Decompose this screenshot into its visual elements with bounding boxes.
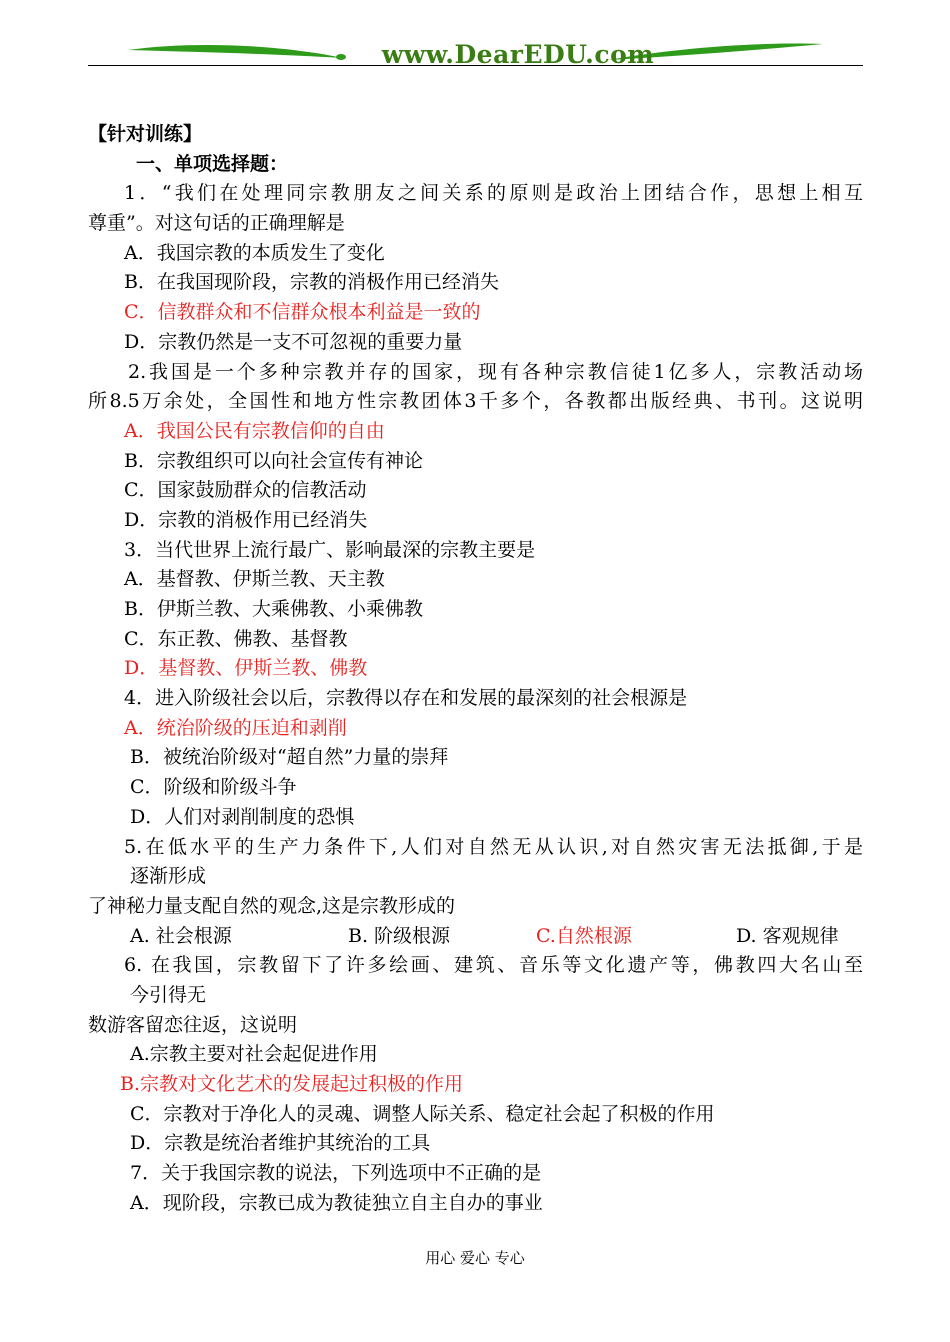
page-footer: 用心 爱心 专心 [425, 1249, 525, 1267]
question-text: 3．当代世界上流行最广、影响最深的宗教主要是 [124, 538, 536, 561]
question-text: 尊重”。对这句话的正确理解是 [88, 212, 345, 235]
document-body [88, 120, 863, 1218]
question-2 [88, 358, 863, 536]
option-d: D. 客观规律 [736, 924, 839, 947]
option-a: A．基督教、伊斯兰教、天主教 [124, 568, 385, 591]
option-a: A．现阶段，宗教已成为教徒独立自主自办的事业 [130, 1191, 543, 1214]
option-d-answer: D．基督教、伊斯兰教、佛教 [124, 657, 368, 680]
section-title: 【针对训练】 [88, 123, 203, 145]
option-d: D．宗教仍然是一支不可忽视的重要力量 [124, 330, 463, 353]
subsection-title: 一、单项选择题： [136, 152, 289, 175]
options-row [88, 922, 863, 952]
option-c: C．阶级和阶级斗争 [130, 776, 297, 799]
option-d: D．人们对剥削制度的恐惧 [130, 805, 355, 828]
option-c: C．国家鼓励群众的信教活动 [124, 479, 367, 502]
question-text: 1．“我们在处理同宗教朋友之间关系的原则是政治上团结合作，思想上相互 [124, 182, 863, 205]
option-c: C．宗教对于净化人的灵魂、调整人际关系、稳定社会起了积极的作用 [130, 1102, 715, 1125]
question-4 [88, 684, 863, 832]
question-text: 逐渐形成 [130, 865, 207, 888]
question-text: 了神秘力量支配自然的观念,这是宗教形成的 [88, 894, 456, 917]
question-text: 4．进入阶级社会以后，宗教得以存在和发展的最深刻的社会根源是 [124, 687, 688, 710]
option-a: A．我国宗教的本质发生了变化 [124, 241, 385, 264]
option-a: A. 社会根源 [130, 924, 232, 947]
option-b: B．伊斯兰教、大乘佛教、小乘佛教 [124, 598, 423, 620]
question-6 [88, 951, 863, 1159]
option-a-answer: A．我国公民有宗教信仰的自由 [124, 419, 385, 442]
option-b: B．被统治阶级对“超自然”力量的崇拜 [130, 746, 449, 769]
option-b: B．在我国现阶段，宗教的消极作用已经消失 [124, 271, 499, 294]
option-c: C．东正教、佛教、基督教 [124, 627, 348, 650]
question-text: 5.在低水平的生产力条件下,人们对自然无从认识,对自然灾害无法抵御,于是 [124, 835, 863, 858]
question-text: 所8.5万余处，全国性和地方性宗教团体3千多个，各教都出版经典、书刊。这说明 [88, 390, 863, 413]
option-d: D．宗教是统治者维护其统治的工具 [130, 1132, 431, 1155]
question-text: 7．关于我国宗教的说法，下列选项中不正确的是 [130, 1162, 542, 1185]
question-text: 2.我国是一个多种宗教并存的国家，现有各种宗教信徒1亿多人，宗教活动场 [128, 360, 863, 383]
question-5 [88, 833, 863, 952]
question-text: 数游客留恋往返，这说明 [88, 1013, 298, 1036]
question-3 [88, 536, 863, 684]
question-text: 6. 在我国，宗教留下了许多绘画、建筑、音乐等文化遗产等，佛教四大名山至 [124, 954, 863, 977]
header-rule [88, 65, 863, 66]
option-c-answer: C．信教群众和不信群众根本利益是一致的 [124, 301, 481, 324]
option-b-answer: B.宗教对文化艺术的发展起过积极的作用 [120, 1073, 464, 1095]
header-logo [88, 36, 863, 72]
option-b: B. 阶级根源 [348, 924, 451, 947]
option-a-answer: A．统治阶级的压迫和剥削 [124, 716, 347, 739]
option-d: D．宗教的消极作用已经消失 [124, 508, 368, 531]
question-text: 今引得无 [130, 983, 207, 1006]
option-c-answer: C.自然根源 [536, 924, 632, 947]
option-a: A.宗教主要对社会起促进作用 [130, 1043, 378, 1066]
question-7 [88, 1159, 863, 1218]
site-logo-text: www.DearEDU.com [381, 40, 655, 69]
option-b: B．宗教组织可以向社会宣传有神论 [124, 449, 423, 472]
question-1 [88, 179, 863, 357]
